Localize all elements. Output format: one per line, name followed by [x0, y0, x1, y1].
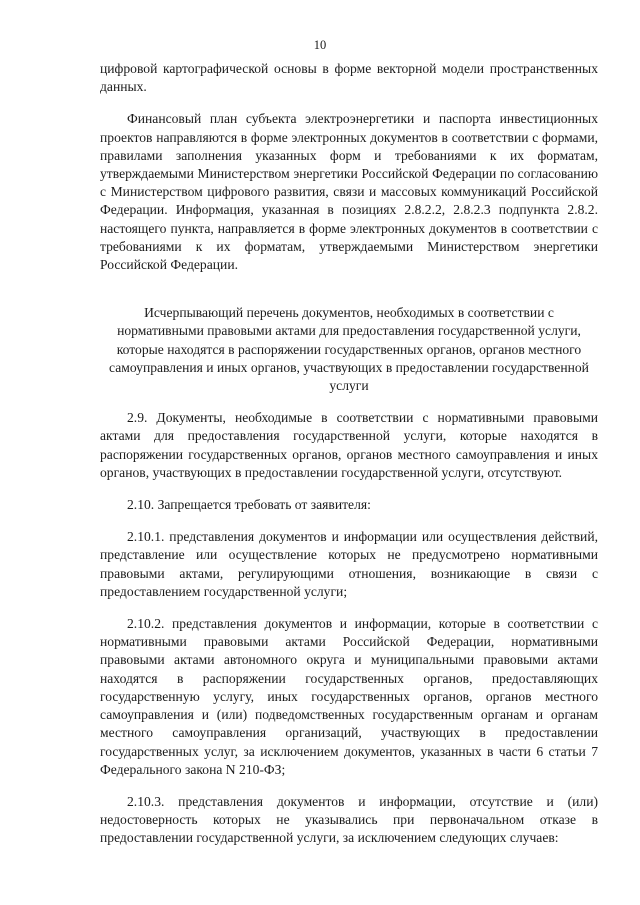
section-heading: Исчерпывающий перечень документов, необходимых в соответствии с нормативными правовыми актами для предоставления государственной услуги, которые находятся в распоряжении государственных органов, органов местного самоуправления и иных органов, участвующих в предоставлении государственной услуги	[109, 305, 589, 394]
page-number: 10	[313, 38, 327, 52]
paragraph-2-9: 2.9. Документы, необходимые в соответствии с нормативными правовыми актами для предоставления государственной услуги, которые находятся в распоряжении государственных органов, органов местного самоуправления и иных органов, участвующих в предоставлении государственной услуги, отсутствуют.	[100, 410, 598, 480]
paragraph-2-10-1: 2.10.1. представления документов и информации или осуществления действий, представление или осуществление которых не предусмотрено нормативными правовыми актами, регулирующими отношения, возникающие в связи с предоставлением государственной услуги;	[100, 529, 598, 599]
paragraph-continuation: цифровой картографической основы в форме векторной модели пространственных данных.	[100, 61, 598, 95]
paragraph-2-10-3: 2.10.3. представления документов и информации, отсутствие и (или) недостоверность которых не указывались при первоначальном отказе в предоставлении государственной услуги, за исключением следующих случаев:	[100, 793, 598, 846]
document-body	[100, 60, 598, 848]
paragraph-2-10: 2.10. Запрещается требовать от заявителя:	[127, 497, 371, 513]
paragraph-financial-plan: Финансовый план субъекта электроэнергетики и паспорта инвестиционных проектов направляются в форме электронных документов в соответствии с формами, правилами заполнения указанных форм и требованиями к их форматам, утверждаемыми Министерством энергетики Российской Федерации по согласованию с Министерством цифрового развития, связи и массовых коммуникаций Российской Федерации. Информация, указанная в позициях 2.8.2.2, 2.8.2.3 подпункта 2.8.2. настоящего пункта, направляется в форме электронных документов в соответствии с требованиями к их форматам, утверждаемыми Министерством энергетики Российской Федерации.	[100, 111, 598, 273]
paragraph-2-10-2: 2.10.2. представления документов и информации, которые в соответствии с нормативными правовыми актами Российской Федерации, нормативными правовыми актами автономного округа и муниципальными правовыми актами находятся в распоряжении государственных органов, предоставляющих государственную услугу, иных государственных органов, органов местного самоуправления и (или) подведомственных государственным органам и органам местного самоуправления организаций, участвующих в предоставлении государственных услуг, за исключением документов, указанных в части 6 статьи 7 Федерального закона N 210-ФЗ;	[100, 616, 598, 777]
